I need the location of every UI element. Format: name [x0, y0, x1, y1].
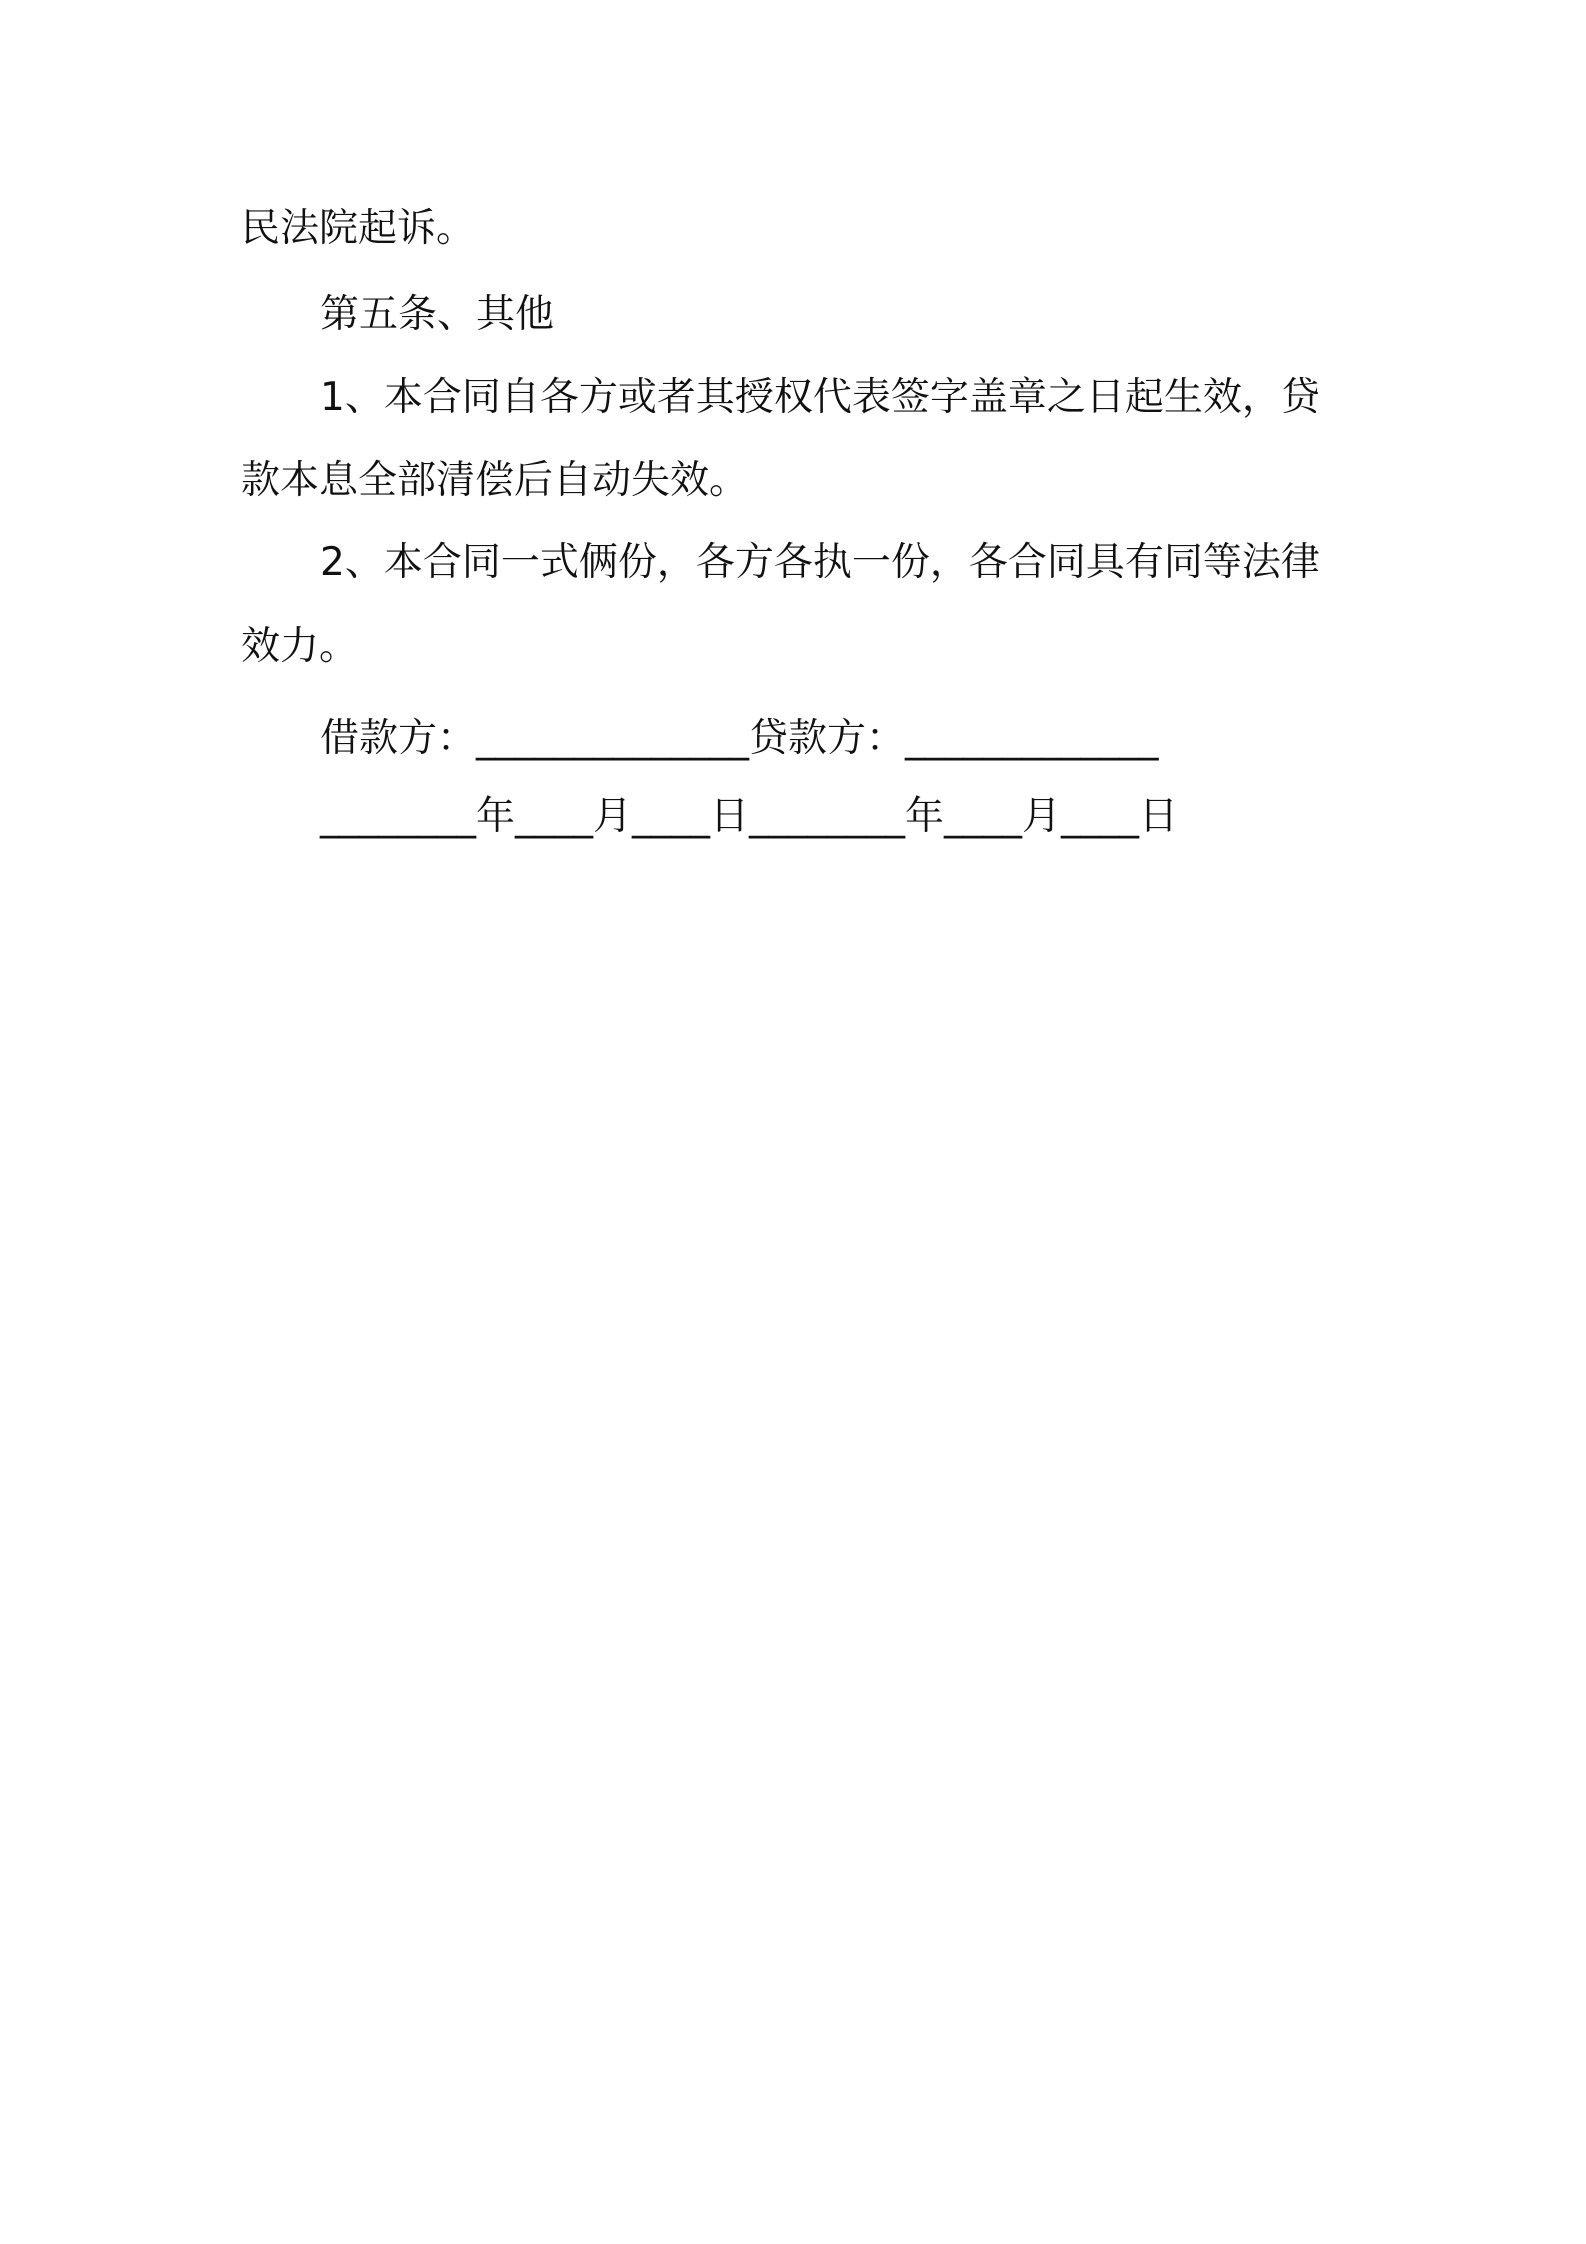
signature-parties-line: 借款方：______________贷款方：_____________	[320, 716, 1159, 761]
clause-1-line-1: 1、本合同自各方或者其授权代表签字盖章之日起生效，贷	[320, 375, 1320, 420]
clause-1-line-2: 款本息全部清偿后自动失效。	[241, 458, 749, 503]
clause-2-line-2: 效力。	[241, 624, 359, 669]
section-heading-article-5: 第五条、其他	[320, 292, 555, 337]
signature-date-line: ________年____月____日________年____月____日	[320, 794, 1178, 839]
text-line-continuation: 民法院起诉。	[241, 206, 476, 251]
clause-2-line-1: 2、本合同一式俩份，各方各执一份，各合同具有同等法律	[320, 540, 1320, 585]
